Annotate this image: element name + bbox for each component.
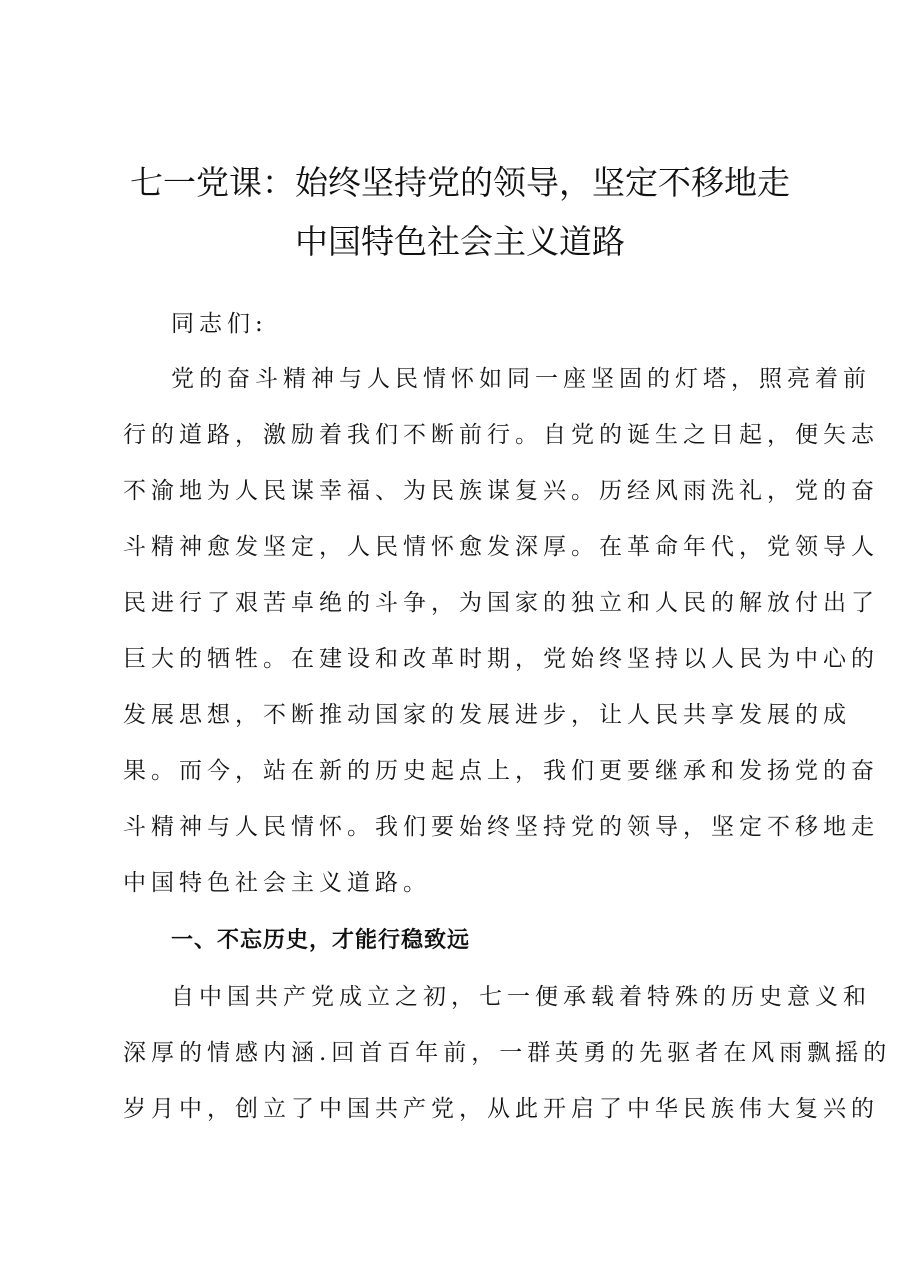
paragraph-1-line: 中国特色社会主义道路。 [123, 870, 431, 896]
paragraph-1-line: 果。而今，站在新的历史起点上，我们更要继承和发扬党的奋 [123, 758, 879, 784]
paragraph-2-line: 自中国共产党成立之初，七一便承载着特殊的历史意义和 [171, 984, 871, 1010]
paragraph-1-line: 斗精神与人民情怀。我们要始终坚持党的领导，坚定不移地走 [123, 814, 879, 840]
paragraph-1-line: 行的道路，激励着我们不断前行。自党的诞生之日起，便矢志 [123, 422, 879, 448]
paragraph-1-line: 民进行了艰苦卓绝的斗争，为国家的独立和人民的解放付出了 [123, 590, 879, 616]
paragraph-2-line: 岁月中，创立了中国共产党，从此开启了中华民族伟大复兴的 [123, 1096, 879, 1122]
paragraph-1-line: 斗精神愈发坚定，人民情怀愈发深厚。在革命年代，党领导人 [123, 534, 879, 560]
paragraph-1-line: 发展思想，不断推动国家的发展进步，让人民共享发展的成 [123, 702, 851, 728]
document-title-line-1: 七一党课：始终坚持党的领导，坚定不移地走 [130, 163, 790, 202]
section-heading: 一、不忘历史，才能行稳致远 [171, 928, 471, 953]
greeting: 同志们: [171, 311, 268, 337]
paragraph-1-line: 巨大的牺牲。在建设和改革时期，党始终坚持以人民为中心的 [123, 646, 879, 672]
paragraph-1-line: 不渝地为人民谋幸福、为民族谋复兴。历经风雨洗礼，党的奋 [123, 478, 879, 504]
paragraph-2-line: 深厚的情感内涵.回首百年前，一群英勇的先驱者在风雨飘摇的 [123, 1040, 892, 1066]
document-title-line-2: 中国特色社会主义道路 [295, 222, 625, 261]
paragraph-1-line: 党的奋斗精神与人民情怀如同一座坚固的灯塔，照亮着前 [171, 366, 871, 392]
